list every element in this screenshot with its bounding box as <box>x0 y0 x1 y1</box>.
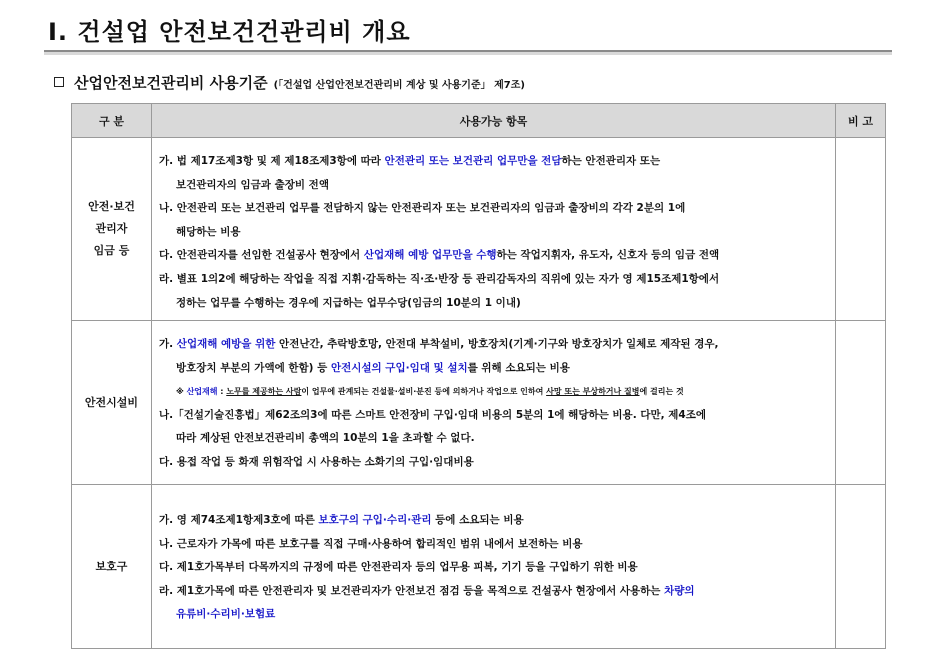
section-heading-title: 산업안전보건관리비 사용기준 <box>74 74 268 92</box>
note-cell <box>836 485 886 649</box>
highlight-text: 보호구의 구입·수리·관리 <box>318 514 432 526</box>
items-cell <box>152 485 836 649</box>
item-b-line-1: 나. 안전관리 또는 보건관리 업무를 전담하지 않는 안전관리자 또는 보건관리자의 임금과 출장비의 각각 2분의 1에 <box>159 202 686 215</box>
header-category: 구 분 <box>72 104 152 138</box>
item-d-line-1: 라. 제1호가목에 따른 안전관리자 및 보건관리자가 안전보건 점검 등을 목적으로 건설공사 현장에서 사용하는 차량의 <box>159 584 695 597</box>
item-c-line: 다. 안전관리자를 선임한 건설공사 현장에서 산업재해 예방 업무만을 수행하는 작업지휘자, 유도자, 신호자 등의 임금 전액 <box>159 249 720 262</box>
header-note: 비 고 <box>836 104 886 138</box>
category-line: 관리자 <box>95 222 128 235</box>
table-header-row <box>72 104 886 138</box>
highlight-text: 산업재해 예방 업무만을 수행 <box>363 249 497 262</box>
usage-criteria-table <box>71 103 886 649</box>
highlight-text: 유류비·수리비·보험료 <box>176 608 276 621</box>
category-cell <box>72 485 152 649</box>
item-c-line: 다. 용접 작업 등 화재 위험작업 시 사용하는 소화기의 구입·임대비용 <box>159 455 474 468</box>
item-a-line: 가. 영 제74조제1항제3호에 따른 보호구의 구입·수리·관리 등에 소요되는 비용 <box>159 514 524 526</box>
square-bullet-icon <box>54 77 64 87</box>
title-underline-shadow <box>44 52 892 55</box>
page-title: Ⅰ. 건설업 안전보건건관리비 개요 <box>48 18 411 46</box>
section-heading <box>54 72 525 93</box>
item-b-line-2: 해당하는 비용 <box>176 225 241 238</box>
category-line: 보호구 <box>95 559 128 573</box>
section-heading-source: (「건설업 산업안전보건관리비 계상 및 사용기준」 제7조) <box>273 80 525 91</box>
definition-note: ※ 산업재해 : 노무를 제공하는 사람이 업무에 관계되는 건설물·설비·분진 등에 의하거나 작업으로 인하여 사망 또는 부상하거나 질병에 걸리는 것 <box>176 387 684 397</box>
table-row-manager-wages <box>72 138 886 321</box>
category-line: 안전·보건 <box>88 200 135 213</box>
highlight-text: 안전시설의 구입·임대 및 설치 <box>330 361 468 374</box>
note-cell <box>836 321 886 485</box>
item-d-line-2 <box>159 603 835 627</box>
item-a-line-1: 가. 산업재해 예방을 위한 안전난간, 추락방호망, 안전대 부착설비, 방호장치(기계·기구와 방호장치가 일체로 제작된 경우, <box>159 338 719 350</box>
item-a-line-2: 보건관리자의 임금과 출장비 전액 <box>176 178 329 191</box>
note-cell <box>836 138 886 321</box>
highlight-text: 차량의 <box>664 584 695 597</box>
item-b-line-1: 나.「건설기술진흥법」제62조의3에 따른 스마트 안전장비 구입·임대 비용의 5분의 1에 해당하는 비용. 다만, 제4조에 <box>159 408 707 421</box>
item-b-line-2: 따라 계상된 안전보건관리비 총액의 10분의 1을 초과할 수 없다. <box>176 432 475 445</box>
item-b-line: 나. 근로자가 가목에 따른 보호구를 직접 구매·사용하여 합리적인 범위 내에서 보전하는 비용 <box>159 537 583 550</box>
header-items: 사용가능 항목 <box>152 104 836 138</box>
item-c-line: 다. 제1호가목부터 다목까지의 규정에 따른 안전관리자 등의 업무용 피복, 기기 등을 구입하기 위한 비용 <box>159 561 638 574</box>
item-d-line-1: 라. 별표 1의2에 해당하는 작업을 직접 지휘·감독하는 직·조·반장 등 관리감독자의 직위에 있는 자가 영 제15조제1항에서 <box>159 272 720 285</box>
table-row-safety-facilities <box>72 321 886 485</box>
category-cell <box>72 138 152 321</box>
category-line: 안전시설비 <box>84 395 139 409</box>
table-row-protective-equipment <box>72 485 886 649</box>
category-line: 임금 등 <box>93 244 130 257</box>
item-a-line-2: 방호장치 부분의 가액에 한함) 등 안전시설의 구입·임대 및 설치를 위해 소요되는 비용 <box>176 361 570 374</box>
category-cell <box>72 321 152 485</box>
items-cell <box>152 138 836 321</box>
item-a-line-1: 가. 법 제17조제3항 및 제 제18조제3항에 따라 안전관리 또는 보건관리 업무만을 전담하는 안전관리자 또는 <box>159 155 661 167</box>
highlight-text: 산업재해 예방을 위한 <box>176 338 276 350</box>
highlight-text: 안전관리 또는 보건관리 업무만을 전담 <box>384 155 562 167</box>
item-d-line-2: 정하는 업무를 수행하는 경우에 지급하는 업무수당(임금의 10분의 1 이내) <box>176 296 521 309</box>
items-cell <box>152 321 836 485</box>
